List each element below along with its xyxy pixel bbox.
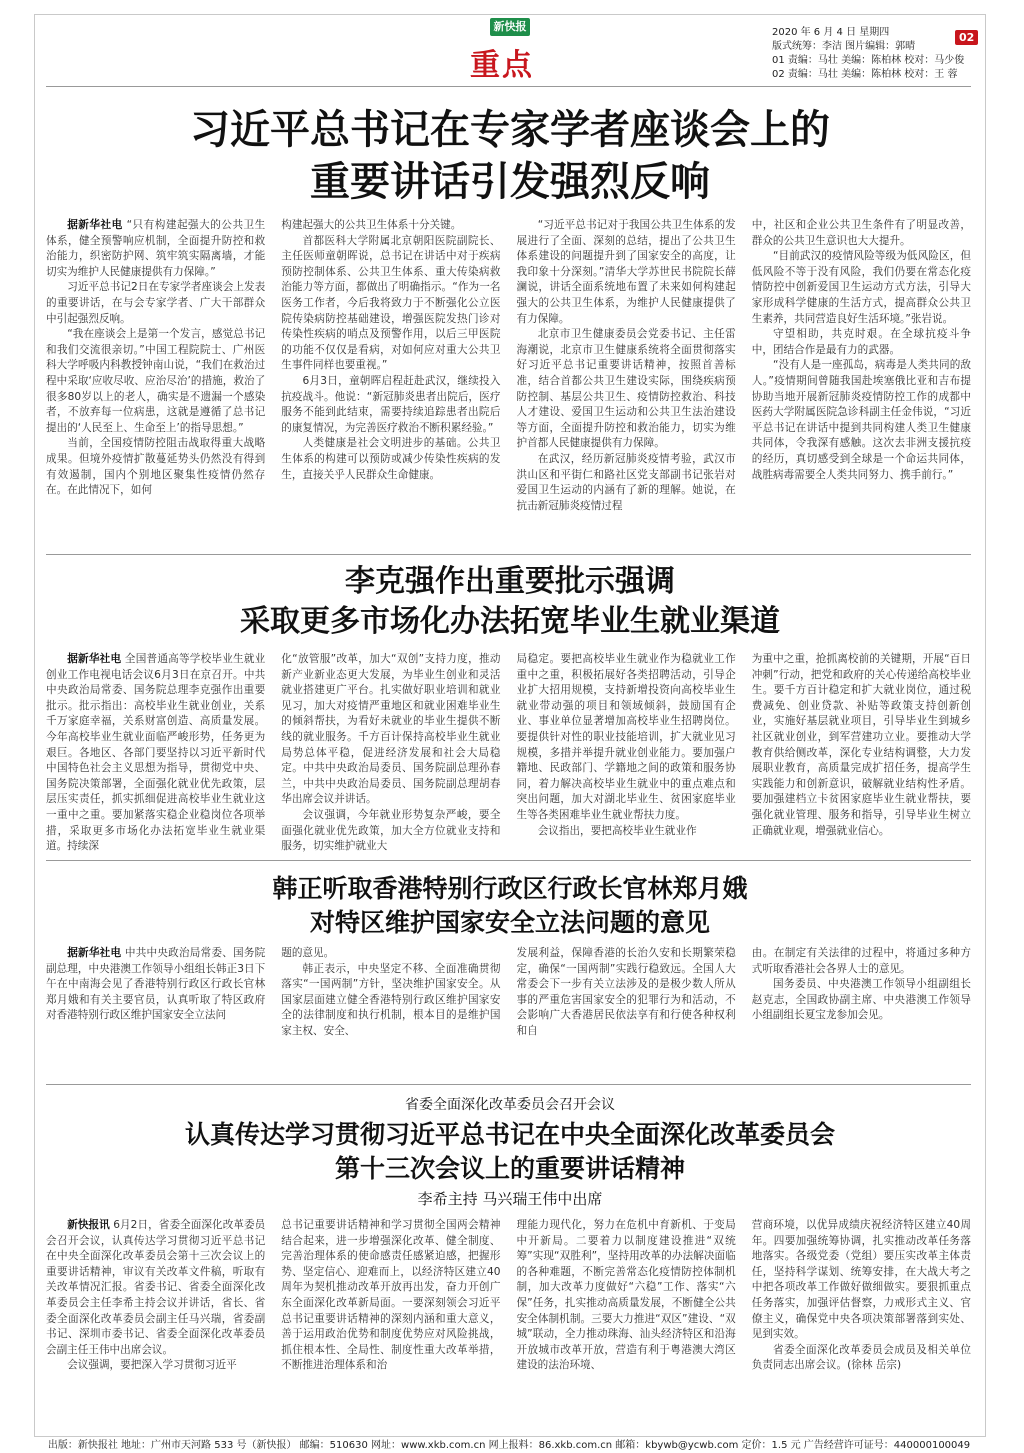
- paragraph: 省委全面深化改革委员会成员及相关单位负责同志出席会议。(徐林 岳宗): [751, 1343, 971, 1372]
- paragraph: 局稳定。要把高校毕业生就业作为稳就业工作重中之重，积极拓展好各类招聘活动，引导企业扩大招用规模，支持新增投资向高校毕业生就业带动强的项目和领域倾斜，鼓励国有企业、事业单位显著增加高校毕业生招聘岗位。要提供针对性的职业技能培训，扩大就业见习规模，多措并举提升就业创业能力。要加强户籍地、民政部门、学籍地之间的政策和服务协同，着力解决高校毕业生就业中的重点难点和突出问题，加大对湖北毕业生、贫困家庭毕业生等各类困难毕业生就业帮扶力度。: [516, 653, 736, 821]
- newspaper-logo: 新快报: [490, 18, 530, 36]
- article-2-title-line-2: 采取更多市场化办法拓宽毕业生就业渠道: [240, 604, 780, 639]
- article-3-col-3: [517, 946, 736, 1072]
- article-4-col-1: [46, 1218, 265, 1426]
- paragraph: 人类健康是社会文明进步的基础。公共卫生体系的构建可以预防或减少传染性疾病的发生，直接关乎人民群众生命健康。: [281, 437, 501, 481]
- article-3-col-4: [752, 946, 971, 1072]
- paragraph: 首都医科大学附属北京朝阳医院副院长、主任医师童朝晖说，总书记在讲话中对于疾病预防控制体系、公共卫生体系、重大传染病救治能力等方面，都做出了明确指示。“作为一名医务工作者，今后我将致力于不断强化公立医院传染病防控基础建设，增强医院发热门诊对传染性疾病的哨点及预警作用，以后三甲医院的功能不仅仅是看病，对如何应对重大公共卫生事件同样也要重视。”: [281, 234, 501, 372]
- article-4-col-2: [281, 1218, 500, 1426]
- paragraph: 在武汉，经历新冠肺炎疫情考验，武汉市洪山区和平街仁和路社区党支部副书记张岩对爱国卫生运动的内涵有了新的理解。她说，在抗击新冠肺炎疫情过程: [516, 452, 736, 512]
- divider: [46, 554, 971, 555]
- article-1-title-line-1: 习近平总书记在专家学者座谈会上的: [190, 106, 830, 153]
- paragraph: 中，社区和企业公共卫生条件有了明显改善，群众的公共卫生意识也大大提升。: [751, 219, 971, 247]
- section-title: 重点: [470, 48, 534, 83]
- article-3-col-1: [46, 946, 265, 1072]
- paragraph: 为重中之重，抢抓离校前的关键期，开展“百日冲刺”行动，把党和政府的关心传递给高校毕业生。要千方百计稳定和扩大就业岗位，通过税费减免、创业贷款、补贴等政策支持创新创业，实施好基层就业项目，引导毕业生到城乡社区就业创业，到军营建功立业。要推动大学教育供给侧改革，深化专业结构调整，大力发展职业教育，高质量完成扩招任务，提高学生实践能力和创新意识，破解就业结构性矛盾。要加强建档立卡贫困家庭毕业生就业帮扶，要强化就业管理、服务和指导，引导毕业生树立正确就业观，增强就业信心。: [751, 653, 971, 837]
- article-1-col-1: [46, 218, 265, 548]
- article-2-headline: [40, 562, 980, 642]
- paragraph: 化“放管服”改革，加大“双创”支持力度，推动新产业新业态更大发展，为毕业生创业和灵活就业搭建更广平台。扎实做好职业培训和就业见习，加大对疫情严重地区和就业困难毕业生的倾斜帮扶，为看好未就业的毕业生提供不断线的就业服务。千方百计保持高校毕业生就业局势总体平稳，促进经济发展和社会大局稳定。中共中央政治局委员、国务院副总理孙春兰，中共中央政治局委员、国务院副总理胡春华出席会议并讲话。: [281, 653, 501, 806]
- article-1-col-4: [752, 218, 971, 548]
- article-1-col-2: [281, 218, 500, 548]
- paragraph: 习近平总书记2日在专家学者座谈会上发表的重要讲话，在与会专家学者、广大干部群众中引起强烈反响。: [46, 281, 266, 325]
- article-2-col-1: [46, 652, 265, 852]
- paragraph: 会议指出，要把高校毕业生就业作: [537, 824, 697, 837]
- paragraph: “目前武汉的疫情风险等级为低风险区，但低风险不等于没有风险，我们仍要在常态化疫情防控中创新爱国卫生运动方式方法，引导大家形成科学健康的生活方式，提高群众公共卫生素养，共同营造良好生活环境。”张岩说。: [751, 250, 971, 325]
- article-4-col-4: [752, 1218, 971, 1426]
- page-footer: 出版：新快报社 地址：广州市天河路 533 号（新快报） 邮编：510630 网址：www.xkb.com.cn 网上报料：86.xkb.com.cn 邮箱：kbywb@ycwb.com 定价：1.5 元 广告经营许可证号：440000100049: [47, 1440, 971, 1451]
- article-2-col-4: [752, 652, 971, 852]
- paragraph: 当前，全国疫情防控阻击战取得重大战略成果。但境外疫情扩散蔓延势头仍然没有得到有效遏制，国内个别地区聚集性疫情仍然存在。在此情况下，如何: [46, 437, 266, 497]
- article-3-headline: [40, 872, 980, 940]
- article-2-col-2: [281, 652, 500, 852]
- article-4-headline: [40, 1118, 980, 1186]
- divider: [46, 860, 971, 861]
- article-4-col-3: [517, 1218, 736, 1426]
- article-4-body: [46, 1218, 971, 1426]
- article-1-headline: [40, 104, 980, 208]
- article-2-body: [46, 652, 971, 852]
- article-4-title-line-2: 第十三次会议上的重要讲话精神: [334, 1154, 685, 1183]
- article-2-title-line-1: 李克强作出重要批示强调: [345, 564, 675, 599]
- article-4-kicker: 省委全面深化改革委员会召开会议: [405, 1097, 615, 1113]
- article-3-title-line-1: 韩正听取香港特别行政区行政长官林郑月娥: [272, 874, 748, 903]
- paragraph: “习近平总书记对于我国公共卫生体系的发展进行了全面、深刻的总结，提出了公共卫生体系建设的问题提升到了国家安全的高度，让我印象十分深刻。”清华大学苏世民书院院长薛澜说，讲话全面系统地布置了未来如何构建起强大的公共卫生体系，为维护人民健康提供了有力保障。: [516, 219, 736, 325]
- divider: [46, 1084, 971, 1085]
- paragraph: 韩正表示，中央坚定不移、全面准确贯彻落实“一国两制”方针，坚决维护国家安全。从国家层面建立健全香港特别行政区维护国家安全的法律制度和执行机制，根本目的是维护国家主权、安全、: [281, 962, 501, 1037]
- paragraph: 总书记重要讲话精神和学习贯彻全国两会精神结合起来，进一步增强深化改革、健全制度、完善治理体系的使命感责任感紧迫感，把握形势、坚定信心、迎难而上，以经济特区建立40周年为契机推动改革开放再出发，奋力开创广东全面深化改革新局面。一要深刻领会习近平总书记重要讲话精神的深刻内涵和重大意义，善于运用政治优势和制度优势应对风险挑战，抓住根本性、全局性、制度性重大改革举措，不断推进治理体系和治: [281, 1219, 501, 1372]
- paragraph: 理能力现代化，努力在危机中育新机、于变局中开新局。二要着力以制度建设推进“双统筹”实现“双胜利”，坚持用改革的办法解决面临的各种难题，不断完善常态化疫情防控体制机制，加大改革力度做好“六稳”工作、落实“六保”任务，扎实推动高质量发展，不断健全公共安全体制机制。三要大力推进“双区”建设、“双城”联动，全力推动珠海、汕头经济特区和沿海开放城市改革开放，营造有利于粤港澳大湾区建设的法治环境、: [516, 1219, 736, 1372]
- article-4-subtitle: 李希主持 马兴瑞王伟中出席: [417, 1190, 603, 1208]
- paragraph: 由。在制定有关法律的过程中，将通过多种方式听取香港社会各界人士的意见。: [751, 947, 971, 975]
- paragraph: 守望相助，共克时艰。在全球抗疫斗争中，团结合作是最有力的武器。: [751, 328, 971, 356]
- staff-line-01: 01 责编：马壮 美编：陈柏林 校对：马少俊: [772, 55, 965, 66]
- page-number-badge: 02: [955, 30, 978, 45]
- paragraph: 营商环境，以优异成绩庆祝经济特区建立40周年。四要加强统筹协调，扎实推动改革任务落地落实。各级党委（党组）要压实改革主体责任，坚持科学谋划、统筹安排，在大战大考之中把各项改革工作做好做细做实。要狠抓重点任务落实，加强评估督察，力戒形式主义、官僚主义，确保党中央各项决策部署落到实处、见到实效。: [751, 1219, 971, 1341]
- article-1-col-3: [517, 218, 736, 548]
- date-line: 2020 年 6 月 4 日 星期四: [772, 27, 890, 38]
- editors-line: 版式统筹：李洁 图片编辑：郭晴: [772, 41, 916, 52]
- paragraph: 据新华社电 全国普通高等学校毕业生就业创业工作电视电话会议6月3日在京召开。中共中央政治局常委、国务院总理李克强作出重要批示。批示指出：高校毕业生就业创业，关系千万家庭幸福，关系财富创造、高质量发展。今年高校毕业生就业面临严峻形势，任务更为艰巨。各地区、各部门要坚持以习近平新时代中国特色社会主义思想为指导，贯彻党中央、国务院决策部署，全面强化就业优先政策，层层压实责任，抓实抓细促进高校毕业生就业这一重中之重。要加紧落实稳企业稳岗位各项举措，采取更多市场化办法拓宽毕业生就业渠道。持续深: [46, 653, 266, 852]
- article-2-col-3: [517, 652, 736, 852]
- article-4-title-line-1: 认真传达学习贯彻习近平总书记在中央全面深化改革委员会: [184, 1120, 835, 1149]
- article-3-body: [46, 946, 971, 1072]
- article-3-col-2: [281, 946, 500, 1072]
- paragraph: 北京市卫生健康委员会党委书记、主任雷海潮说，北京市卫生健康系统将全面贯彻落实好习近平总书记重要讲话精神，按照首善标准，结合首都公共卫生建设实际，围绕疾病预防控制、基层公共卫生、疫情防控救治、科技人才建设、爱国卫生运动和公共卫生法治建设等方面，全面提升防控和救治能力，切实为维护首都人民健康提供有力保障。: [516, 328, 736, 450]
- paragraph: 据新华社电 “只有构建起强大的公共卫生体系，健全预警响应机制，全面提升防控和救治能力，织密防护网、筑牢筑实隔离墙，才能切实为维护人民健康提供有力保障。”: [46, 219, 266, 278]
- paragraph: 国务委员、中央港澳工作领导小组副组长赵克志，全国政协副主席、中央港澳工作领导小组副组长夏宝龙参加会见。: [751, 978, 971, 1022]
- paragraph: 据新华社电 中共中央政治局常委、国务院副总理，中央港澳工作领导小组组长韩正3日下午在中南海会见了香港特别行政区行政长官林郑月娥和有关主要官员，认真听取了特区政府对香港特别行政区维护国家安全立法问: [46, 947, 266, 1022]
- paragraph: 构建起强大的公共卫生体系十分关键。: [281, 219, 462, 231]
- paragraph: 会议强调，要把深入学习贯彻习近平: [67, 1359, 237, 1372]
- masthead-meta: [772, 26, 964, 82]
- staff-line-02: 02 责编：马壮 美编：陈柏林 校对：王 蓉: [772, 69, 958, 80]
- paragraph: 新快报讯 6月2日，省委全面深化改革委员会召开会议，认真传达学习贯彻习近平总书记在中央全面深化改革委员会第十三次会议上的重要讲话精神，审议有关改革文件稿，听取有关改革情况汇报。省委书记、省委全面深化改革委员会主任李希主持会议并讲话，省长、省委全面深化改革委员会副主任马兴瑞，省委副书记、深圳市委书记、省委全面深化改革委员会副主任王伟中出席会议。: [46, 1219, 266, 1356]
- header-rule: [46, 86, 971, 87]
- paragraph: 发展利益，保障香港的长治久安和长期繁荣稳定，确保“一国两制”实践行稳致远。全国人大常委会下一步有关立法涉及的是极少数人所从事的严重危害国家安全的犯罪行为和活动，不会影响广大香港居民依法享有和行使各种权利和自: [516, 947, 736, 1037]
- paragraph: 会议强调，今年就业形势复杂严峻，要全面强化就业优先政策，加大全方位就业支持和服务，切实维护就业大: [281, 808, 501, 852]
- article-1-title-line-2: 重要讲话引发强烈反响: [310, 158, 710, 205]
- paragraph: 题的意见。: [281, 947, 335, 959]
- article-3-title-line-2: 对特区维护国家安全立法问题的意见: [309, 908, 710, 937]
- paragraph: 6月3日，童朝晖启程赶赴武汉，继续投入抗疫战斗。他说：“新冠肺炎患者出院后，医疗服务不能到此结束，需要持续追踪患者出院后的康复情况，为完善医疗救治不断积累经验。”: [281, 374, 501, 434]
- article-1-body: [46, 218, 971, 548]
- paragraph: “我在座谈会上是第一个发言，感觉总书记和我们交流很亲切。”中国工程院院士、广州医科大学呼吸内科教授钟南山说，“我们在救治过程中采取‘应收尽收、应治尽治’的措施，救治了很多80岁以上的老人，确实是不遗漏一个感染者，不放弃每一位病患，这就是遵循了总书记提出的‘人民至上、生命至上’的指导思想。”: [46, 328, 266, 434]
- paragraph: “没有人是一座孤岛，病毒是人类共同的敌人。”疫情期间曾随我国赴埃塞俄比亚和吉布提协助当地开展新冠肺炎疫情防控工作的成都中医药大学附属医院急诊科副主任金伟说，“习近平总书记在讲话中提到共同构建人类卫生健康共同体，令我深有感触。这次去非洲支援抗疫的经历，真切感受到全球是一个命运共同体，战胜病毒需要全人类共同努力、携手前行。”: [751, 359, 971, 481]
